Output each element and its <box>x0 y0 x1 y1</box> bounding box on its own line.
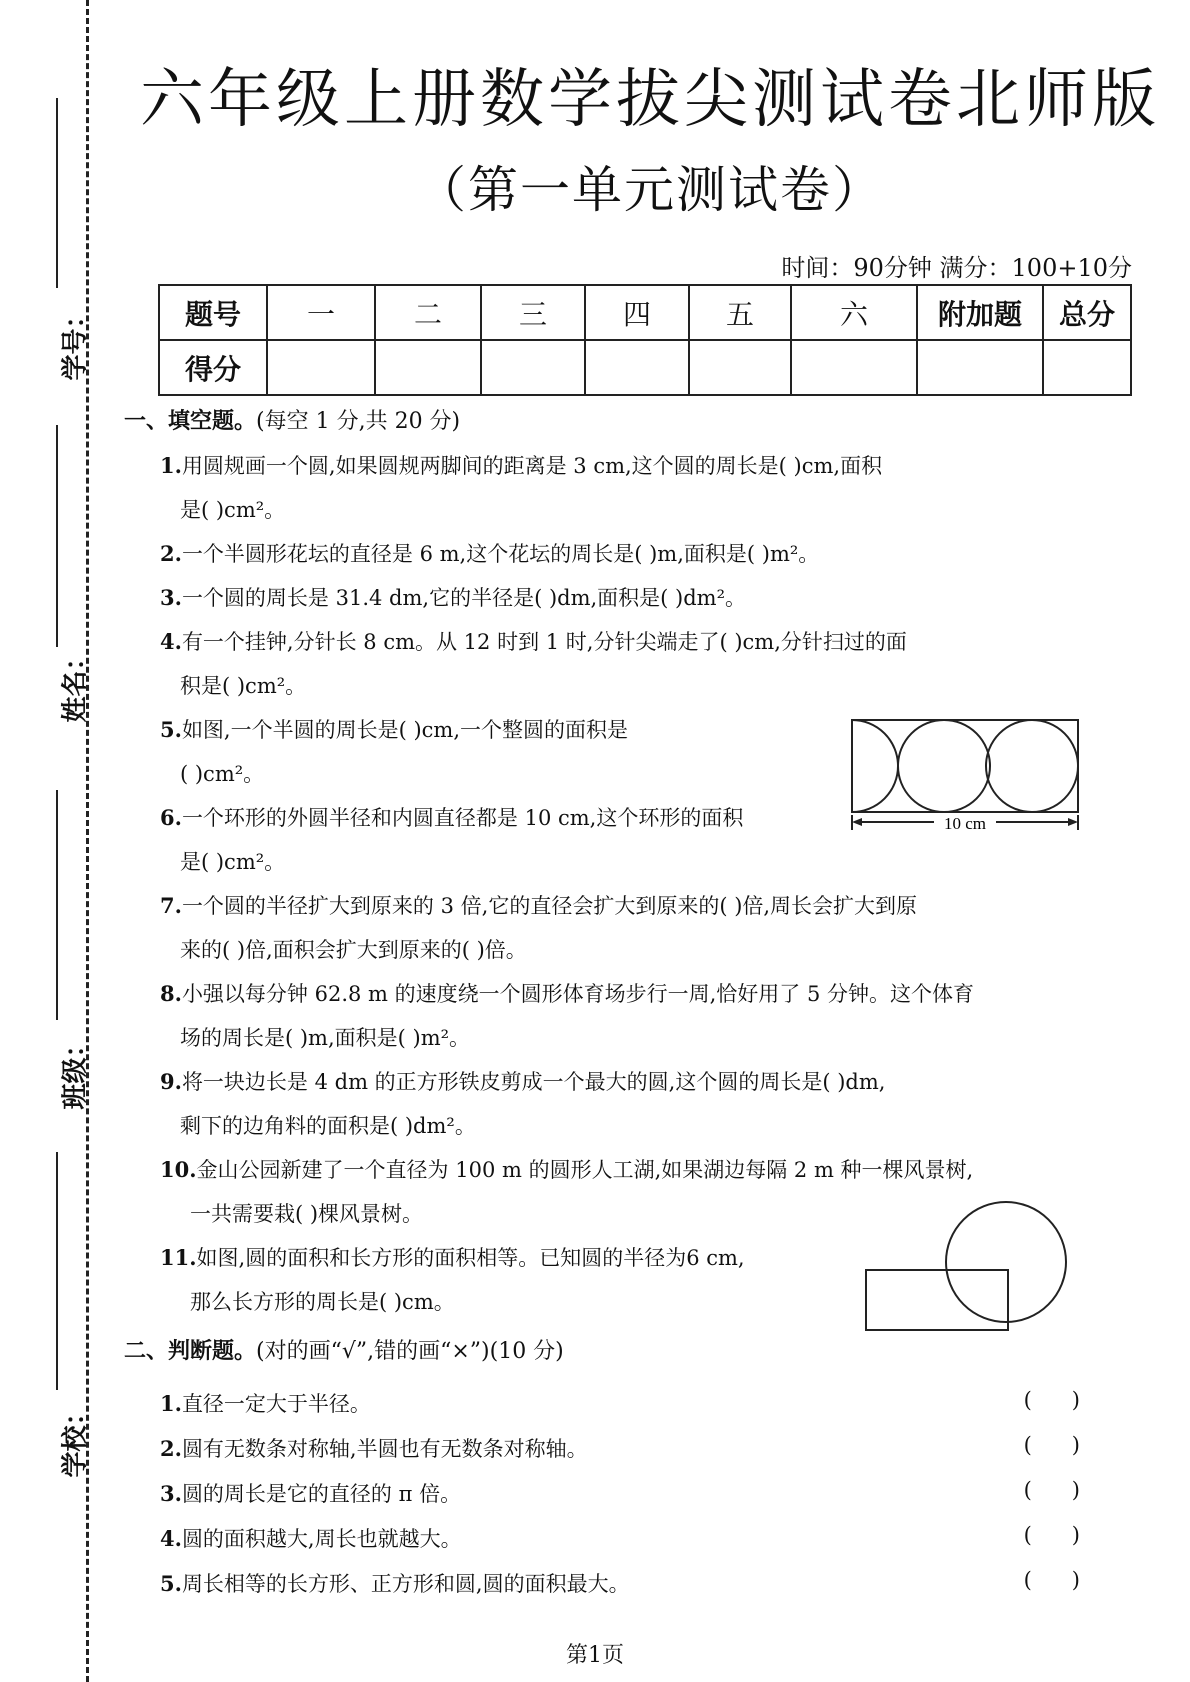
question-8-continued: 场的周长是( )m,面积是( )m²。 <box>180 1026 471 1050</box>
question-6-continued: 是( )cm²。 <box>180 850 286 874</box>
student-id-label: 学号： <box>60 302 91 381</box>
answer-parens[interactable]: ( ) <box>1023 1388 1080 1412</box>
score-header-cell: 五 <box>689 285 791 340</box>
page-title: 六年级上册数学拔尖测试卷北师版 <box>140 63 1160 137</box>
answer-parens[interactable]: ( ) <box>1023 1568 1080 1592</box>
score-cell[interactable] <box>689 340 791 395</box>
question-6 <box>160 802 743 832</box>
question-text: 一个半圆形花坛的直径是 6 m,这个花坛的周长是( )m,面积是( )m²。 <box>181 542 820 566</box>
question-text: 金山公园新建了一个直径为 100 m 的圆形人工湖,如果湖边每隔 2 m 种一棵风景树, <box>196 1158 974 1182</box>
figure-circle <box>986 720 1078 812</box>
question-5 <box>160 714 628 744</box>
section-1-title: 一、填空题。 <box>124 408 257 434</box>
question-number: 10. <box>160 1157 197 1182</box>
figure-rectangle <box>866 1270 1008 1330</box>
score-header-cell: 一 <box>267 285 375 340</box>
question-number: 3. <box>160 585 182 610</box>
score-header-cell: 题号 <box>159 285 267 340</box>
class-line <box>56 790 58 1020</box>
school-label: 学校： <box>60 1399 91 1478</box>
question-number: 4. <box>160 1526 182 1551</box>
judge-item-1 <box>160 1388 371 1418</box>
answer-parens[interactable]: ( ) <box>1023 1433 1080 1457</box>
question-10-continued: 一共需要栽( )棵风景树。 <box>190 1202 424 1226</box>
answer-parens[interactable]: ( ) <box>1023 1523 1080 1547</box>
question-4-continued: 积是( )cm²。 <box>180 674 307 698</box>
question-10 <box>160 1154 973 1184</box>
question-text: 周长相等的长方形、正方形和圆,圆的面积最大。 <box>181 1572 630 1596</box>
score-header-cell: 二 <box>375 285 481 340</box>
question-text: 圆的周长是它的直径的 π 倍。 <box>181 1482 462 1506</box>
figure-left-half-circle <box>852 720 898 812</box>
class-label: 班级： <box>60 1031 91 1110</box>
question-2 <box>160 538 819 568</box>
dimension-label: 10 cm <box>943 814 987 833</box>
question-text: 将一块边长是 4 dm 的正方形铁皮剪成一个最大的圆,这个圆的周长是( )dm, <box>181 1070 886 1094</box>
school-line <box>56 1152 58 1390</box>
score-cell[interactable] <box>791 340 917 395</box>
question-4 <box>160 626 907 656</box>
student-id-field <box>20 98 91 398</box>
name-field <box>20 425 91 725</box>
question-text: 圆有无数条对称轴,半圆也有无数条对称轴。 <box>181 1437 588 1461</box>
question-3 <box>160 582 746 612</box>
question-text: 用圆规画一个圆,如果圆规两脚间的距离是 3 cm,这个圆的周长是( )cm,面积 <box>181 454 883 478</box>
section-2-title: 二、判断题。 <box>124 1338 257 1364</box>
question-text: 一个圆的周长是 31.4 dm,它的半径是( )dm,面积是( )dm²。 <box>181 586 747 610</box>
question-number: 5. <box>160 717 182 742</box>
question-number: 2. <box>160 1436 182 1461</box>
page-subtitle: （第一单元测试卷） <box>416 161 884 219</box>
judge-item-4 <box>160 1523 462 1553</box>
judge-item-5 <box>160 1568 630 1598</box>
question-text: 圆的面积越大,周长也就越大。 <box>181 1527 462 1551</box>
class-field <box>20 790 91 1110</box>
question-text: 一个圆的半径扩大到原来的 3 倍,它的直径会扩大到原来的( )倍,周长会扩大到原 <box>181 894 918 918</box>
question-8 <box>160 978 974 1008</box>
question-1 <box>160 450 882 480</box>
question-number: 7. <box>160 893 182 918</box>
question-9-continued: 剩下的边角料的面积是( )dm²。 <box>180 1114 476 1138</box>
question-number: 4. <box>160 629 182 654</box>
question-5-continued: ( )cm²。 <box>180 762 265 786</box>
section-1-note: (每空 1 分,共 20 分) <box>256 409 461 434</box>
score-cell[interactable] <box>375 340 481 395</box>
score-cell[interactable] <box>585 340 689 395</box>
score-header-cell: 六 <box>791 285 917 340</box>
question-number: 1. <box>160 1391 182 1416</box>
name-label: 姓名： <box>60 644 91 723</box>
arrow-right-icon <box>1068 818 1078 826</box>
time-info: 时间：90分钟 满分：100+10分 <box>781 254 1132 282</box>
score-cell[interactable] <box>1043 340 1131 395</box>
score-header-cell: 总分 <box>1043 285 1131 340</box>
question-7-continued: 来的( )倍,面积会扩大到原来的( )倍。 <box>180 938 527 962</box>
score-cell[interactable] <box>267 340 375 395</box>
score-cell[interactable] <box>481 340 585 395</box>
score-cell[interactable] <box>917 340 1043 395</box>
page-number: 第1页 <box>566 1643 624 1668</box>
name-line <box>56 425 58 647</box>
question-number: 2. <box>160 541 182 566</box>
score-row <box>159 340 1131 395</box>
question-text: 一个环形的外圆半径和内圆直径都是 10 cm,这个环形的面积 <box>181 806 744 830</box>
question-1-continued: 是( )cm²。 <box>180 498 286 522</box>
circle-rectangle-figure <box>860 1200 1074 1336</box>
answer-parens[interactable]: ( ) <box>1023 1478 1080 1502</box>
question-11-continued: 那么长方形的周长是( )cm。 <box>190 1290 455 1314</box>
question-11 <box>160 1242 745 1272</box>
question-number: 3. <box>160 1481 182 1506</box>
figure-circle <box>898 720 990 812</box>
score-header-row <box>159 285 1131 340</box>
score-header-cell: 四 <box>585 285 689 340</box>
score-table <box>158 284 1132 396</box>
score-header-cell: 三 <box>481 285 585 340</box>
question-text: 如图,圆的面积和长方形的面积相等。已知圆的半径为6 cm, <box>196 1246 745 1270</box>
question-number: 11. <box>160 1245 197 1270</box>
judge-item-2 <box>160 1433 588 1463</box>
school-field <box>20 1152 91 1478</box>
section-2-heading <box>124 1334 564 1365</box>
section-1-heading <box>124 404 460 435</box>
question-number: 6. <box>160 805 182 830</box>
question-number: 9. <box>160 1069 182 1094</box>
question-number: 5. <box>160 1571 182 1596</box>
question-9 <box>160 1066 885 1096</box>
score-row-label: 得分 <box>159 340 267 395</box>
question-number: 1. <box>160 453 182 478</box>
question-text: 如图,一个半圆的周长是( )cm,一个整圆的面积是 <box>181 718 629 742</box>
judge-item-3 <box>160 1478 461 1508</box>
section-2-note: (对的画“√”,错的画“×”)(10 分) <box>256 1339 564 1364</box>
question-7 <box>160 890 917 920</box>
question-text: 有一个挂钟,分针长 8 cm。从 12 时到 1 时,分针尖端走了( )cm,分针扫过的面 <box>181 630 907 654</box>
question-text: 直径一定大于半径。 <box>181 1392 371 1416</box>
question-text: 小强以每分钟 62.8 m 的速度绕一个圆形体育场步行一周,恰好用了 5 分钟。这个体育 <box>181 982 975 1006</box>
score-header-cell: 附加题 <box>917 285 1043 340</box>
question-number: 8. <box>160 981 182 1006</box>
circles-rectangle-figure <box>846 712 1084 834</box>
student-id-line <box>56 98 58 288</box>
arrow-left-icon <box>852 818 862 826</box>
